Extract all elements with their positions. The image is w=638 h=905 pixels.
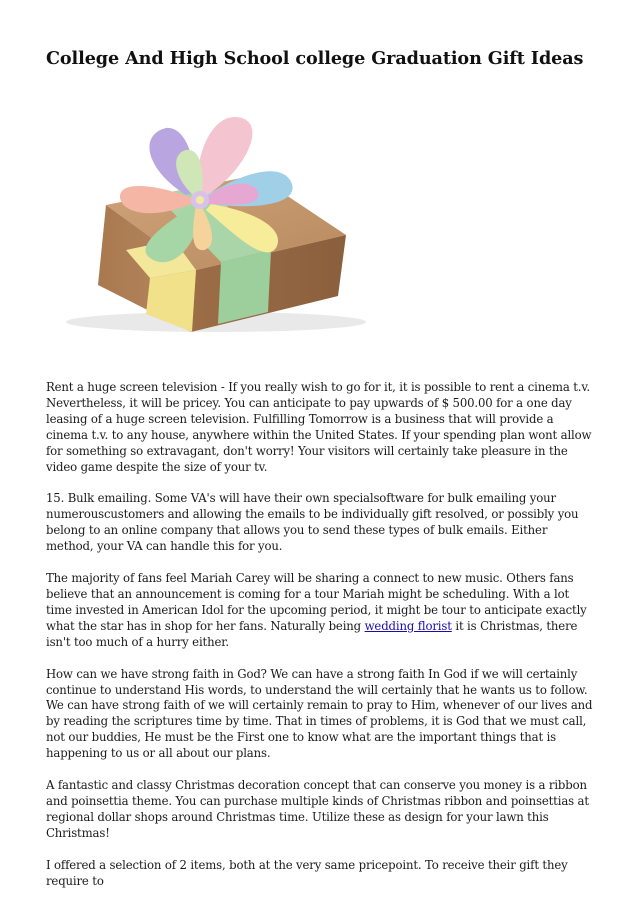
paragraph-4: How can we have strong faith in God? We can have a strong faith In God if we will certainly continue to understand His words, to understand the will certainly that he wants us to follow. We can have strong faith of we will certainly remain to pray to Him, whenever of our lives and by reading the scriptures time by time. That in times of problems, it is God that we must call, not our buddies, He must be the First one to know what are the important things that is happening to us or all about our plans. <box>46 666 593 761</box>
paragraph-6: I offered a selection of 2 items, both at the very same pricepoint. To receive their gift they require to <box>46 857 568 888</box>
page-title: College And High School college Graduation Gift Ideas <box>46 48 584 69</box>
paragraph-1: Rent a huge screen television - If you really wish to go for it, it is possible to rent a cinema t.v. Nevertheless, it will be pricey. You can anticipate to pay upwards of $ 500.00 for a one day leasing of a huge screen television. Fulfilling Tomorrow is a business that will provide a cinema t.v. to any house, anywhere within the United States. If your spending plan wont allow for something so extravagant, don't worry! Your visitors will certainly take pleasure in the video game despite the size of your tv. <box>46 380 592 474</box>
paragraph-5: A fantastic and classy Christmas decoration concept that can conserve you money is a ribbon and poinsettia theme. You can purchase multiple kinds of Christmas ribbon and poinsettias at regional dollar shops around Christmas time. Utilize these as design for your lawn this Christmas! <box>46 778 589 840</box>
paragraph-3-after: it is Christmas, there isn't too much of a hurry either. <box>46 618 578 649</box>
wedding-florist-link[interactable]: wedding florist <box>364 618 452 633</box>
paragraph-3-before: The majority of fans feel Mariah Carey will be sharing a connect to new music. Others fans believe that an announcement is coming for a tour Mariah might be scheduling. With a lot time invested in American Idol for the upcoming period, it might be tour to anticipate exactly what the star has in shop for her fans. Naturally being <box>46 571 587 633</box>
gift-box-photo-icon <box>46 100 368 336</box>
paragraph-2: 15. Bulk emailing. Some VA's will have their own specialsoftware for bulk emailing your numerouscustomers and allowing the emails to be individually gift resolved, or possibly you belong to an online company that allows you to send these types of bulk emails. Either method, your VA can handle this for you. <box>46 491 579 554</box>
paragraph-3 <box>46 571 594 651</box>
article-body <box>46 380 594 905</box>
